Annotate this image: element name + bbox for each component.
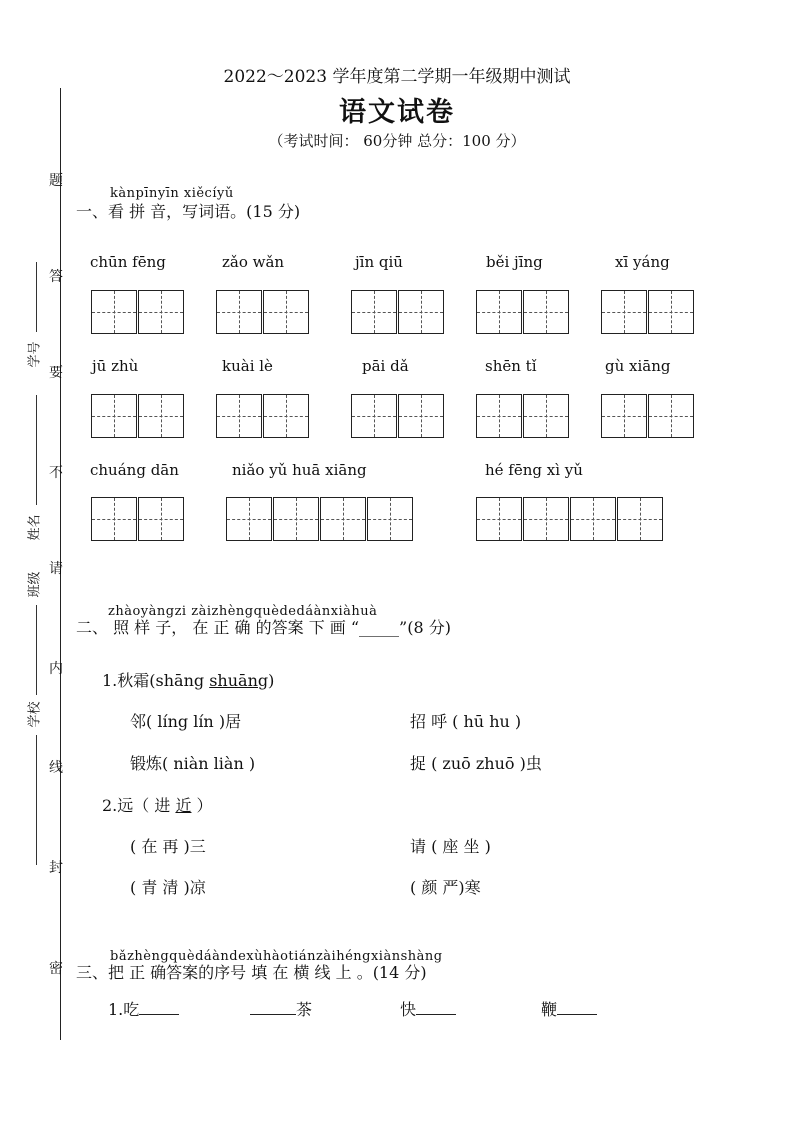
pinyin-label: zǎo wǎn (222, 253, 285, 271)
writing-box[interactable] (523, 290, 569, 334)
writing-box[interactable] (367, 497, 413, 541)
label-name: 姓名 (27, 514, 43, 541)
writing-grid[interactable] (351, 290, 445, 334)
writing-box[interactable] (476, 394, 522, 438)
label-student-id: 学号 (27, 341, 43, 368)
writing-grid[interactable] (226, 497, 414, 541)
exam-info: （考试时间： 60分钟 总分：100 分） (268, 132, 526, 150)
pinyin-label: jū zhù (92, 357, 139, 375)
label-school: 学校 (27, 701, 43, 728)
answer-blank[interactable] (416, 1000, 456, 1015)
pinyin-label: shēn tǐ (485, 357, 537, 375)
example-q1-close: ) (268, 671, 275, 690)
fill-item (541, 997, 597, 1020)
writing-box[interactable] (398, 290, 444, 334)
section3-heading: 三、把 正 确答案的序号 填 在 横 线 上 。(14 分) (76, 963, 427, 982)
margin-char: 答 (49, 269, 63, 285)
fill-text: 1.吃 (108, 1000, 140, 1019)
writing-grid[interactable] (601, 394, 695, 438)
section3-pinyin: bǎzhèngquèdáàndexùhàotiánzàihéngxiànshàng (110, 949, 443, 964)
answer-blank[interactable] (250, 1000, 296, 1015)
example-q2-label: 2.远（ 进 (102, 796, 176, 815)
example-q2 (102, 793, 213, 816)
writing-grid[interactable] (91, 497, 185, 541)
answer-blank[interactable] (557, 1000, 597, 1015)
writing-box[interactable] (476, 290, 522, 334)
writing-box[interactable] (216, 394, 262, 438)
fill-item (108, 997, 179, 1020)
pinyin-label: gù xiāng (605, 357, 671, 375)
fill-text: 鞭 (541, 1000, 558, 1019)
writing-box[interactable] (523, 497, 569, 541)
choice-item[interactable]: ( 在 再 )三 (130, 837, 206, 856)
choice-item[interactable]: ( 颜 严)寒 (410, 878, 481, 897)
writing-grid[interactable] (216, 394, 310, 438)
fill-item (250, 997, 312, 1020)
writing-grid[interactable] (91, 394, 185, 438)
example-q1 (102, 668, 274, 691)
choice-item[interactable]: 请 ( 座 坐 ) (410, 837, 491, 856)
writing-box[interactable] (138, 394, 184, 438)
writing-box[interactable] (263, 290, 309, 334)
margin-char: 线 (49, 760, 63, 776)
example-q1-answer: shuāng (209, 671, 269, 690)
writing-grid[interactable] (476, 497, 664, 541)
margin-char: 内 (49, 661, 63, 677)
writing-box[interactable] (216, 290, 262, 334)
writing-box[interactable] (476, 497, 522, 541)
example-q2-answer: 近 (175, 796, 192, 815)
margin-char: 密 (49, 961, 63, 977)
writing-box[interactable] (273, 497, 319, 541)
pinyin-label: niǎo yǔ huā xiāng (232, 461, 367, 479)
writing-grid[interactable] (601, 290, 695, 334)
pinyin-label: chūn fēng (90, 253, 166, 271)
pinyin-label: kuài lè (222, 357, 273, 375)
writing-box[interactable] (648, 394, 694, 438)
fill-text: 快 (400, 1000, 417, 1019)
writing-box[interactable] (601, 394, 647, 438)
pinyin-label: hé fēng xì yǔ (485, 461, 583, 479)
pinyin-label: jīn qiū (355, 253, 403, 271)
fill-item (400, 997, 456, 1020)
writing-grid[interactable] (476, 394, 570, 438)
choice-item[interactable]: 捉 ( zuō zhuō )虫 (410, 754, 542, 773)
label-class: 班级 (27, 571, 43, 598)
choice-item[interactable]: 招 呼 ( hū hu ) (410, 712, 522, 731)
pinyin-label: chuáng dān (90, 461, 179, 479)
writing-box[interactable] (617, 497, 663, 541)
writing-box[interactable] (263, 394, 309, 438)
margin-char: 题 (49, 173, 63, 189)
answer-blank[interactable] (139, 1000, 179, 1015)
writing-box[interactable] (91, 290, 137, 334)
writing-box[interactable] (91, 497, 137, 541)
writing-box[interactable] (351, 290, 397, 334)
section1-heading: 一、看 拼 音，写词语。(15 分) (76, 202, 301, 221)
example-q2-close: ） (191, 796, 213, 815)
writing-box[interactable] (91, 394, 137, 438)
writing-box[interactable] (351, 394, 397, 438)
blank-rule (36, 735, 37, 865)
fill-text: 茶 (296, 1000, 313, 1019)
pinyin-label: pāi dǎ (362, 357, 409, 375)
section2-pinyin: zhàoyàngzi zàizhèngquèdedáànxiàhuà (108, 604, 378, 619)
exam-subtitle: 2022～2023 学年度第二学期一年级期中测试 (223, 67, 571, 87)
writing-grid[interactable] (91, 290, 185, 334)
choice-item[interactable]: ( 青 清 )凉 (130, 878, 206, 897)
writing-box[interactable] (398, 394, 444, 438)
exam-title: 语文试卷 (339, 97, 455, 128)
writing-box[interactable] (226, 497, 272, 541)
margin-char: 要 (49, 365, 63, 381)
blank-rule (36, 262, 37, 332)
writing-box[interactable] (138, 497, 184, 541)
writing-box[interactable] (523, 394, 569, 438)
blank-rule (36, 395, 37, 505)
pinyin-label: xī yáng (615, 253, 670, 271)
blank-rule (36, 605, 37, 695)
section1-pinyin: kànpīnyīn xiěcíyǔ (110, 186, 234, 201)
writing-box[interactable] (570, 497, 616, 541)
margin-char: 不 (49, 465, 63, 481)
writing-grid[interactable] (216, 290, 310, 334)
pinyin-label: běi jīng (486, 253, 543, 271)
margin-char: 封 (49, 860, 63, 876)
writing-grid[interactable] (476, 290, 570, 334)
writing-grid[interactable] (351, 394, 445, 438)
choice-item[interactable]: 锻炼( niàn liàn ) (130, 754, 256, 773)
writing-box[interactable] (648, 290, 694, 334)
section2-heading: 二、 照 样 子， 在 正 确 的答案 下 画 “_____”(8 分) (76, 618, 451, 637)
writing-box[interactable] (320, 497, 366, 541)
example-q1-label: 1.秋霜(shāng (102, 671, 210, 690)
choice-item[interactable]: 邻( líng lín )居 (130, 712, 242, 731)
margin-char: 请 (49, 561, 63, 577)
writing-box[interactable] (138, 290, 184, 334)
writing-box[interactable] (601, 290, 647, 334)
